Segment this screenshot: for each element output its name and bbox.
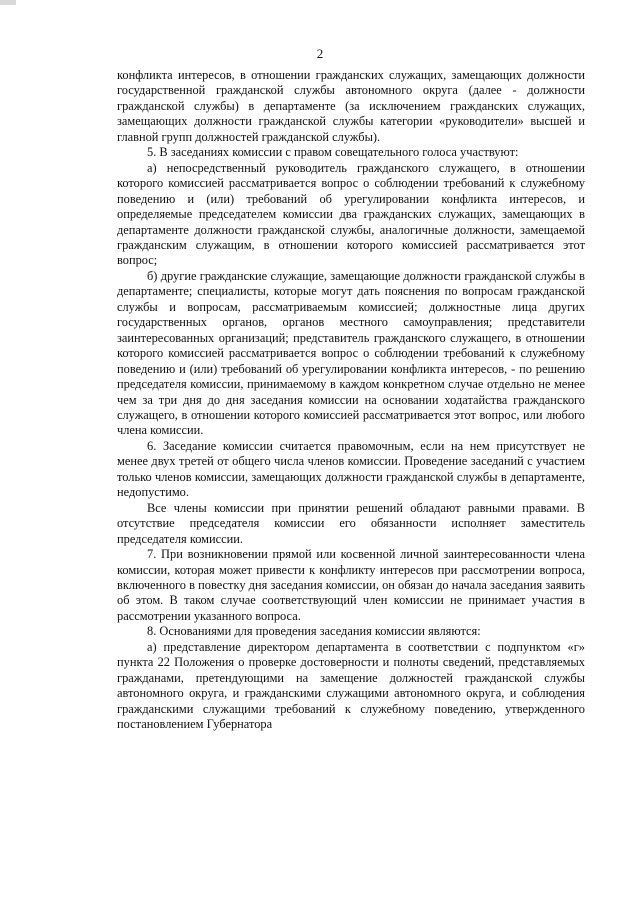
paragraph-6-second: Все члены комиссии при принятии решений обладают равными правами. В отсутствие председателя комиссии его обязанности исполняет заместитель председателя комиссии. xyxy=(117,500,585,546)
paragraph-continuation: конфликта интересов, в отношении гражданских служащих, замещающих должности государственной гражданской службы автономного округа (далее - должности гражданской службы) в департаменте (за исключением гражданских служащих, замещающих должности гражданской службы категории «руководители» высшей и главной групп должностей гражданской службы). xyxy=(117,68,585,144)
paragraph-7: 7. При возникновении прямой или косвенной личной заинтересованности члена комиссии, которая может привести к конфликту интересов при рассмотрении вопроса, включенного в повестку дня заседания комиссии, он обязан до начала заседания заявить об этом. В таком случае соответствующий член комиссии не принимает участия в рассмотрении указанного вопроса. xyxy=(117,547,585,623)
page-number: 2 xyxy=(316,46,324,61)
paragraph-5: 5. В заседаниях комиссии с правом совещательного голоса участвуют: xyxy=(147,145,519,160)
paragraph-8a: а) представление директором департамента в соответствии с подпунктом «г» пункта 22 Положения о проверке достоверности и полноты сведений, представляемых гражданами, претендующими на замещение должностей гражданской службы автономного округа, и гражданскими служащими автономного округа, и соблюдения гражданскими служащими требований к служебному поведению, утвержденного постановлением Губернатора xyxy=(117,639,585,732)
paragraph-5a: а) непосредственный руководитель гражданского служащего, в отношении которого комиссией рассматривается вопрос о соблюдении требований к служебному поведению и (или) требований об урегулировании конфликта интересов, и определяемые председателем комиссии два гражданских служащих, замещающих в департаменте должности гражданской службы, аналогичные должности, замещаемой гражданским служащим, в отношении которого комиссией рассматривается этот вопрос; xyxy=(117,160,585,268)
document-body xyxy=(117,68,585,732)
scan-corner-mark xyxy=(0,0,16,5)
paragraph-6: 6. Заседание комиссии считается правомочным, если на нем присутствует не менее двух третей от общего числа членов комиссии. Проведение заседаний с участием только членов комиссии, замещающих должности гражданской службы в департаменте, недопустимо. xyxy=(117,438,585,500)
paragraph-5b: б) другие гражданские служащие, замещающие должности гражданской службы в департаменте; специалисты, которые могут дать пояснения по вопросам гражданской службы и вопросам, рассматриваемым комиссией; должностные лица других государственных органов, органов местного самоуправления; представители заинтересованных организаций; представитель гражданского служащего, в отношении которого комиссией рассматривается вопрос о соблюдении требований к служебному поведению и (или) требований об урегулировании конфликта интересов, - по решению председателя комиссии, принимаемому в каждом конкретном случае отдельно не менее чем за три дня до дня заседания комиссии на основании ходатайства гражданского служащего, в отношении которого комиссией рассматривается этот вопрос, или любого члена комиссии. xyxy=(117,268,585,438)
paragraph-8: 8. Основаниями для проведения заседания комиссии являются: xyxy=(147,624,481,639)
